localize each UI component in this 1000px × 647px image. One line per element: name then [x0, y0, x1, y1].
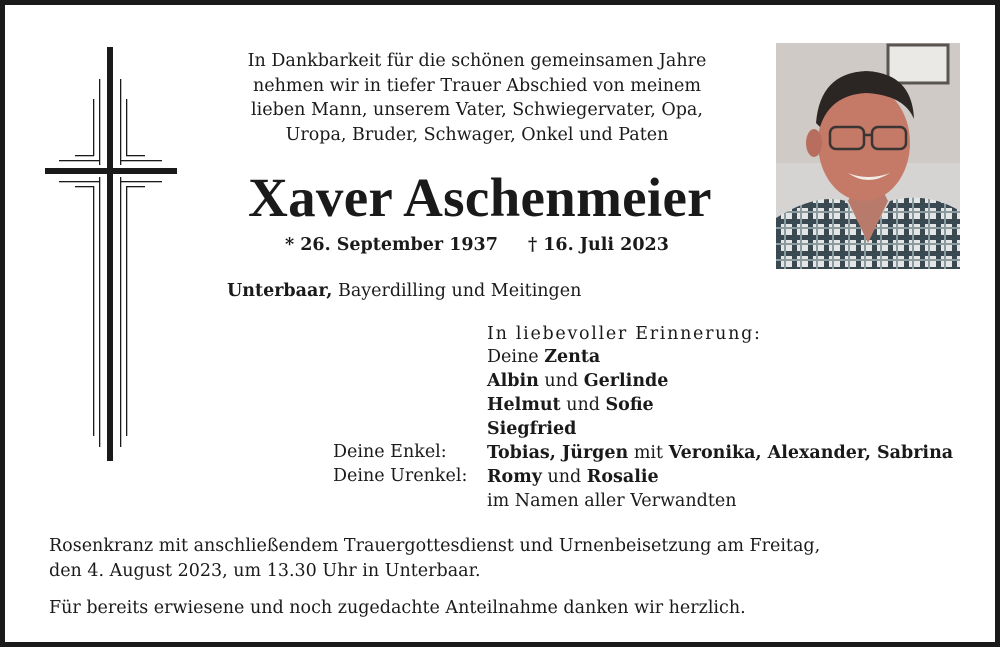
greatgrandchildren-names	[487, 466, 659, 488]
greatgrandchild-name: Romy	[487, 467, 542, 487]
greatgrandchild-name: Rosalie	[586, 467, 659, 487]
grandchildren-label: Deine Enkel:	[333, 442, 447, 462]
birth-date: * 26. September 1937	[285, 235, 498, 255]
cross-icon	[45, 47, 177, 461]
conjunction: und	[560, 395, 606, 415]
mourners-heading: In liebevoller Erinnerung:	[487, 324, 762, 344]
spouse-name: Zenta	[544, 347, 601, 367]
spouse-prefix: Deine	[487, 347, 545, 367]
intro-text	[217, 49, 737, 147]
mourner-child	[487, 418, 576, 440]
service-line: Rosenkranz mit anschließendem Trauergottesdienst und Urnenbeisetzung am Freitag,	[49, 536, 821, 556]
place-main: Unterbaar,	[227, 281, 333, 301]
death-date: † 16. Juli 2023	[528, 235, 669, 255]
greatgrandchildren-label: Deine Urenkel:	[333, 466, 468, 486]
place-others: Bayerdilling und Meitingen	[332, 281, 582, 301]
intro-line: Uropa, Bruder, Schwager, Onkel und Paten	[285, 124, 669, 145]
mourner-child	[487, 370, 668, 392]
conjunction: mit	[628, 443, 669, 463]
child-name: Albin	[487, 371, 539, 391]
mourner-child	[487, 394, 654, 416]
child-name: Helmut	[487, 395, 561, 415]
conjunction: und	[541, 467, 587, 487]
life-dates	[285, 234, 685, 256]
grandchild-names: Tobias, Jürgen	[487, 443, 629, 463]
intro-line: In Dankbarkeit für die schönen gemeinsamen Jahre	[247, 51, 707, 71]
partner-name: Gerlinde	[583, 371, 669, 391]
intro-line: nehmen wir in tiefer Trauer Abschied von meinem	[252, 75, 702, 96]
mourner-spouse	[487, 346, 600, 368]
grandchildren-names	[487, 442, 953, 464]
thanks-line: Für bereits erwiesene und noch zugedachte Anteilnahme danken wir herzlich.	[49, 598, 746, 618]
child-name: Siegfried	[487, 419, 577, 439]
service-info	[49, 534, 949, 584]
partner-name: Sofie	[605, 395, 654, 415]
service-line: den 4. August 2023, um 13.30 Uhr in Unterbaar.	[49, 561, 481, 581]
portrait-photo	[776, 43, 960, 269]
deceased-name: Xaver Aschenmeier	[248, 167, 712, 228]
places-line	[227, 280, 581, 302]
intro-line: lieben Mann, unserem Vater, Schwiegervater, Opa,	[251, 100, 703, 120]
grandchild-partner-names: Veronika, Alexander, Sabrina	[668, 443, 954, 463]
relatives-line: im Namen aller Verwandten	[487, 491, 737, 511]
conjunction: und	[538, 371, 584, 391]
